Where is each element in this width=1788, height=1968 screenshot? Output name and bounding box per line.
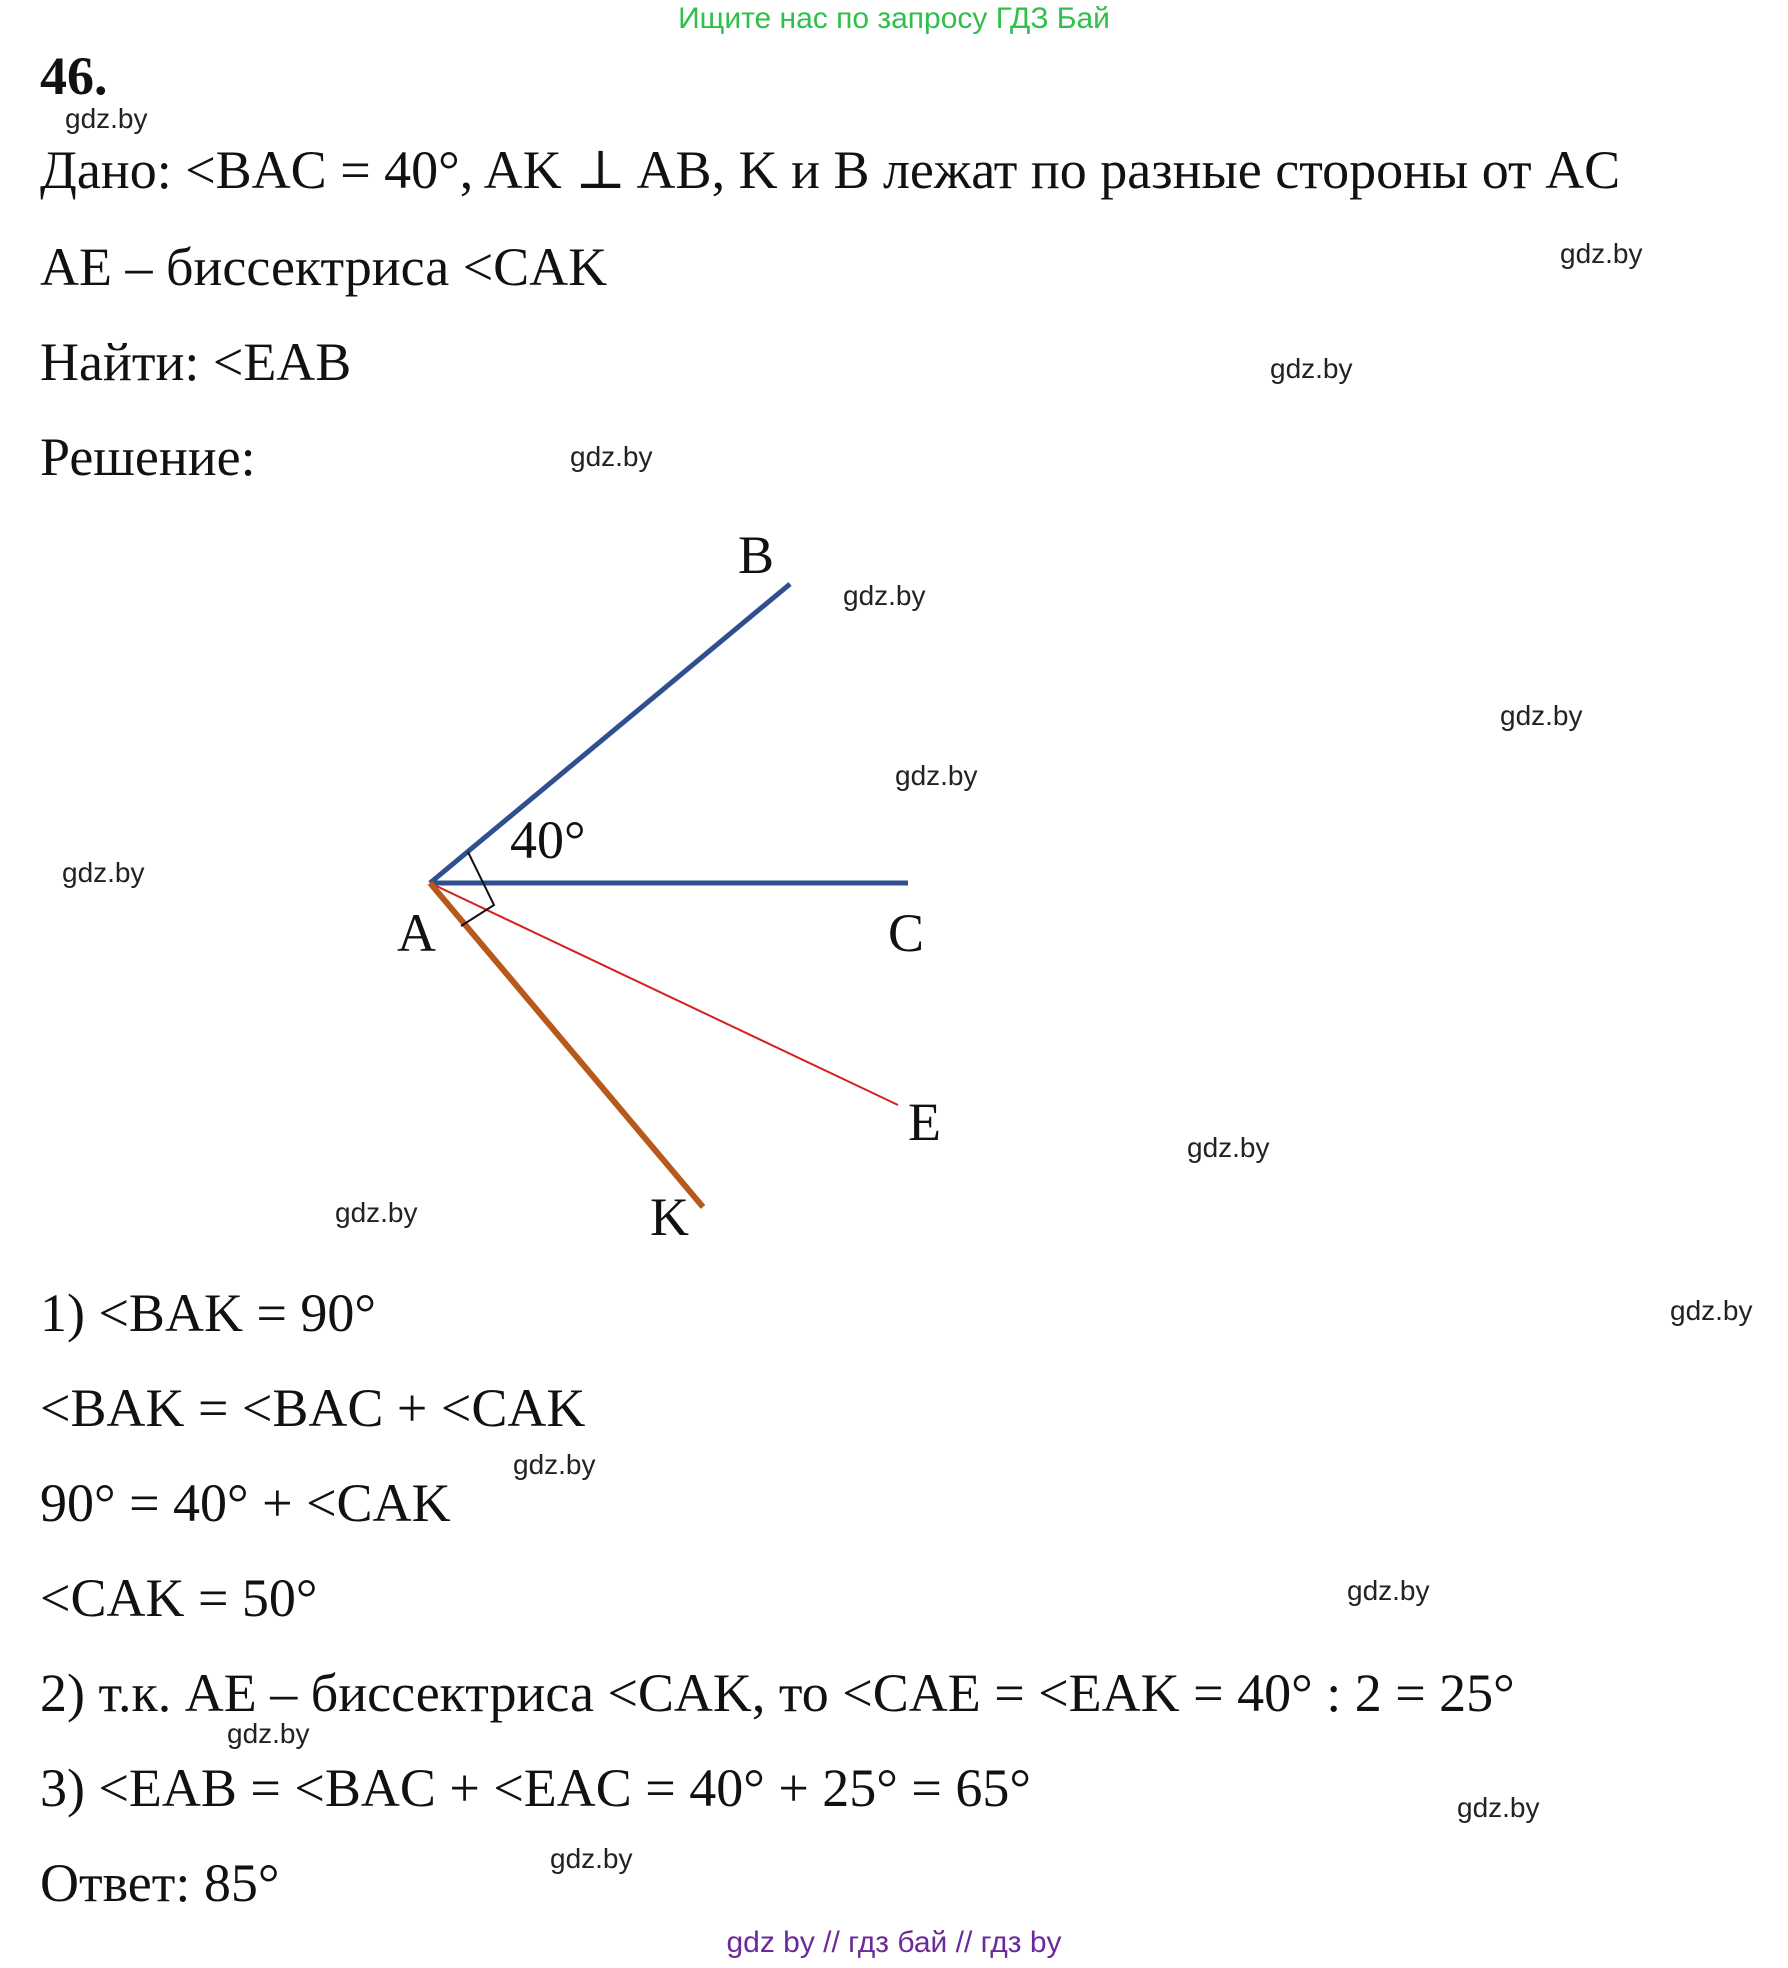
footer-links[interactable]: gdz by // гдз бай // гдз by bbox=[726, 1926, 1062, 1959]
watermark: gdz.by bbox=[1187, 1132, 1270, 1163]
ray-ae bbox=[430, 883, 898, 1105]
step-1: 1) <BAK = 90° bbox=[40, 1283, 376, 1343]
problem-number: 46. bbox=[40, 46, 108, 106]
watermark: gdz.by bbox=[65, 103, 148, 134]
step-1a: <BAK = <BAC + <CAK bbox=[40, 1378, 586, 1438]
point-label-k: K bbox=[650, 1187, 689, 1247]
watermark: gdz.by bbox=[895, 760, 978, 791]
step-1c: <CAK = 50° bbox=[40, 1568, 318, 1628]
ray-ab bbox=[430, 584, 790, 883]
watermark: gdz.by bbox=[227, 1718, 310, 1749]
watermark: gdz.by bbox=[1457, 1792, 1540, 1823]
point-label-a: A bbox=[397, 903, 436, 963]
watermark: gdz.by bbox=[335, 1197, 418, 1228]
watermark: gdz.by bbox=[1500, 700, 1583, 731]
watermark: gdz.by bbox=[62, 857, 145, 888]
step-2: 2) т.к. AE – биссектриса <CAK, то <CAE = <EAK = 40° : 2 = 25° bbox=[40, 1663, 1515, 1723]
solution-title: Решение: bbox=[40, 427, 256, 487]
watermark: gdz.by bbox=[1560, 238, 1643, 269]
watermark: gdz.by bbox=[1270, 353, 1353, 384]
given-line-2: AE – биссектриса <CAK bbox=[40, 237, 608, 297]
point-label-b: B bbox=[738, 525, 775, 585]
point-label-c: C bbox=[888, 903, 925, 963]
ray-ak bbox=[430, 883, 703, 1207]
watermark: gdz.by bbox=[843, 580, 926, 611]
find-line: Найти: <EAB bbox=[40, 332, 352, 392]
search-banner[interactable]: Ищите нас по запросу ГДЗ Бай bbox=[678, 2, 1110, 35]
step-3: 3) <EAB = <BAC + <EAC = 40° + 25° = 65° bbox=[40, 1758, 1031, 1818]
watermark: gdz.by bbox=[1347, 1575, 1430, 1606]
watermark: gdz.by bbox=[513, 1449, 596, 1480]
step-1b: 90° = 40° + <CAK bbox=[40, 1473, 451, 1533]
answer-line: Ответ: 85° bbox=[40, 1853, 280, 1913]
given-line-1: Дано: <BAC = 40°, AK ⊥ AB, K и B лежат по разные стороны от AC bbox=[40, 140, 1621, 200]
watermark: gdz.by bbox=[550, 1843, 633, 1874]
right-angle-marker bbox=[461, 852, 494, 926]
point-label-e: E bbox=[908, 1092, 941, 1152]
angle-label-40: 40° bbox=[510, 810, 586, 870]
watermark: gdz.by bbox=[570, 441, 653, 472]
watermark: gdz.by bbox=[1670, 1295, 1753, 1326]
